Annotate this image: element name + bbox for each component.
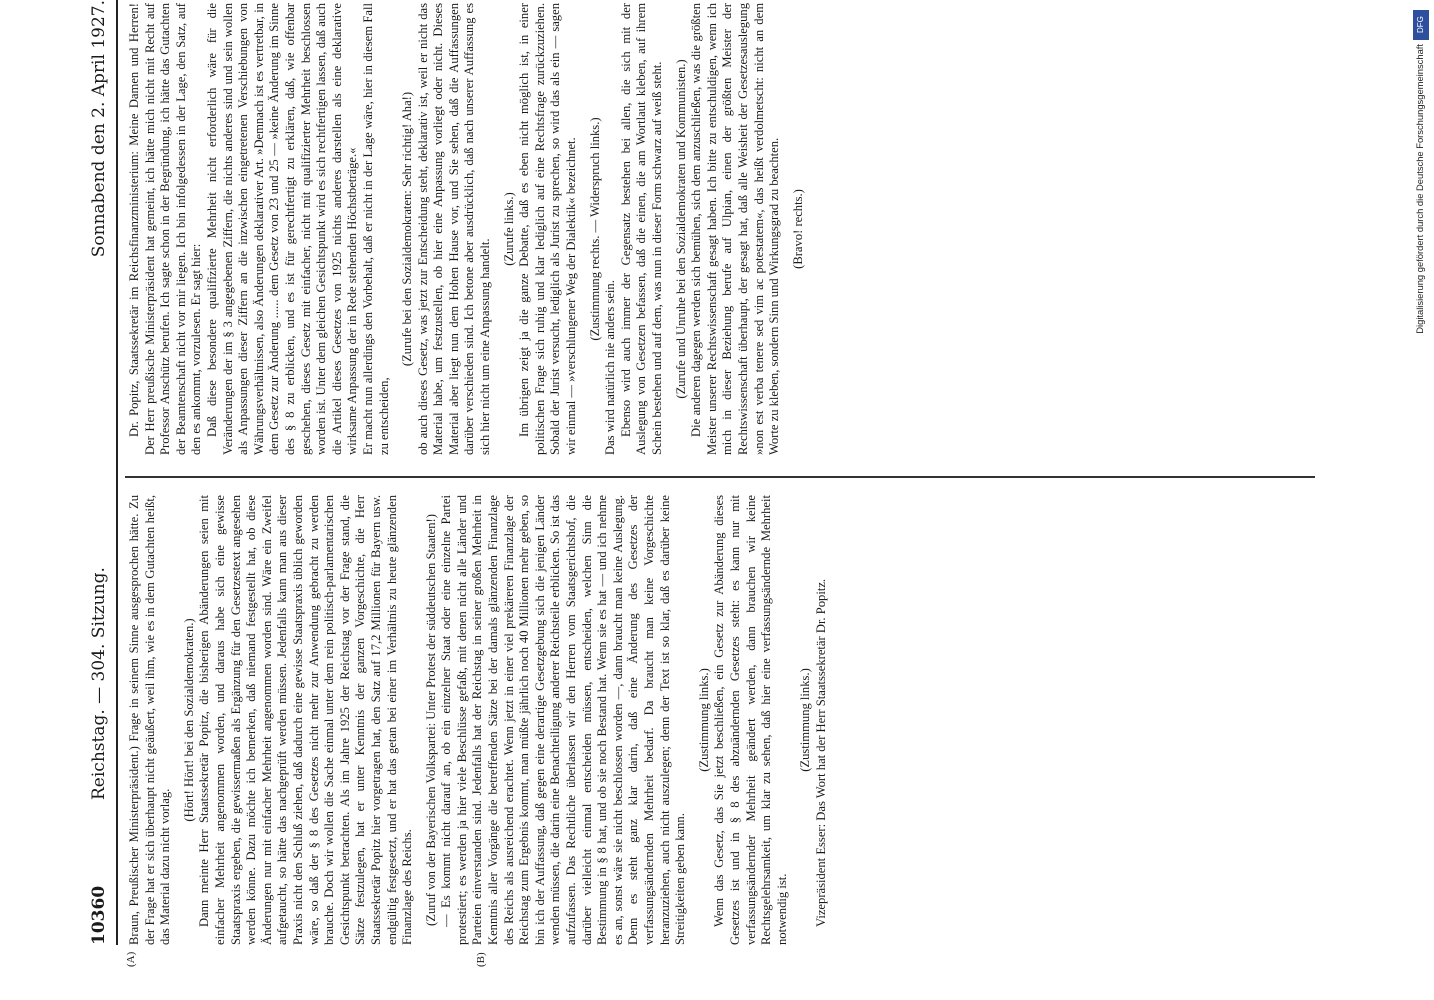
paragraph: Die anderen dagegen werden sich bemühen, sich dem anzuschließen, was die größten Meister unserer Rechtswissenschaft gesagt haben. Ich bitte zu entschuldigen, wenn ich mich in dieser Beziehung berufe auf Ulpian, einen der größten Meister der Rechtswissenschaft überhaupt, der gesagt hat, daß alle Weisheit der Gesetzesauslegung »non est verba tenere sed vim ac potestatem«, das heißt verdolmetscht: nicht an dem Worte zu kleben, sondern Sinn und Wirkungsgrad zu beachten. [689, 3, 782, 455]
paragraph: Im übrigen zeigt ja die ganze Debatte, daß es eben nicht möglich ist, in einer politischen Frage sich ruhig und klar lediglich auf eine Rechtsfrage zurückzuziehen. Sobald der Jurist versucht, lediglich als Jurist zu sprechen, so wird das als ein — sagen wir einmal — »verschlungener Weg der Dialektik« bezeichnet. [517, 3, 579, 455]
interjection: (Hört! Hört! bei den Sozialdemokraten.) [181, 618, 196, 822]
paragraph: Braun, Preußischer Ministerpräsident.) Frage in seinem Sinne ausgesprochen hätte. Zu der Frage hat er sich überhaupt nicht geäußert, weil ihm, wie es in dem Gutachten heißt, das Material dazu nicht vorlag. [127, 495, 173, 945]
page-number: 10360 [89, 885, 109, 945]
header-session: Reichstag. — 304. Sitzung. [89, 567, 109, 800]
paragraph: Dann meinte Herr Staatssekretär Popitz, die bisherigen Abänderungen seien mit einfacher Mehrheit angenommen worden, und daraus habe sich eine gewisse Staatspraxis ergeben, die gewissermaßen als Ergänzung für den Gesetzestext angesehen werden könne. Dazu möchte ich bemerken, daß niemand festgestellt hat, ob diese Änderungen nur mit einfacher Mehrheit angenommen worden sind. Wäre ein Zweifel aufgetaucht, so hätte das nachgeprüft werden müssen. Jedenfalls kann man aus dieser Praxis nicht den Schluß ziehen, daß dadurch eine gewisse Staatspraxis üblich geworden wäre, so daß der § 8 des Gesetzes nicht mehr zur Anwendung gebracht zu werden brauche. Doch wir wollen die Sache einmal unter dem rein politisch-parlamentarischen Gesichtspunkt betrachten. Als im Jahre 1925 der Reichstag vor der Frage stand, die Sätze festzulegen, hat er unter Kenntnis der ganzen Vorgeschichte, die Herr Staatssekretär Popitz hier vorgetragen hat, den Satz auf 17,2 Millionen für Bayern usw. endgültig festgesetzt, und er hat das getan bei einer im Verhältnis zu heute glänzenden Finanzlage des Reichs. [197, 495, 415, 945]
interjection: (Zurufe links.) [501, 192, 516, 266]
paragraph: — Es kommt nicht darauf an, ob ein einzelner Staat oder eine einzelne Partei protestiert; es werden ja hier viele Beschlüsse gefaßt, mit denen nicht alle Länder und Parteien einverstanden sind. Jedenfalls hat der Reichstag in seiner großen Mehrheit in Kenntnis aller Vorgänge die betreffenden Sätze bei der damals glänzenden Finanzlage des Reichs als ausreichend erachtet. Wenn jetzt in einer viel prekäreren Finanzlage der Reichstag zum Ergebnis kommt, man müßte jährlich noch 40 Millionen mehr geben, so bin ich der Auffassung, daß gegen eine derartige Gesetzgebung sich die jenigen Länder wenden müssen, die darin eine Benachteiligung anderer Reichsteile erblicken. So ist das aufzufassen. Das Rechtliche überlassen wir den Herren vom Staatsgerichtshof, die darüber vielleicht einmal entscheiden müssen, entscheiden, welchen Sinn die Bestimmung in § 8 hat, und ob sie noch Bestand hat. Wenn sie es hat — und ich nehme es an, sonst wäre sie nicht beschlossen worden —, dann braucht man keine Auslegung. Denn es steht ganz klar darin, daß eine Änderung des Gesetzes der verfassungsändernden Mehrheit bedarf. Da braucht man keine Vorgeschichte heranzuziehen, auch nicht auszulegen; denn der Text ist so klar, daß es darüber keine Streitigkeiten geben kann. [439, 495, 688, 945]
paragraph: Er macht nun allerdings den Vorbehalt, daß er nicht in der Lage wäre, hier in diesem Fall zu entscheiden, [360, 3, 391, 455]
interjection: (Zustimmung links.) [798, 668, 813, 772]
paragraph: Das wird natürlich nie anders sein. [603, 280, 618, 455]
paragraph: Wenn das Gesetz, das Sie jetzt beschließen, ein Gesetz zur Abänderung dieses Gesetzes ist und in § 8 des abzuändernden Gesetzes steht: es kann nur mit verfassungsändernder Mehrheit geändert werden, dann brauchen wir keine Rechtsgelehrsamkeit, um klar zu sehen, daß hier eine verfassungsändernde Mehrheit notwendig ist. [712, 495, 789, 945]
paragraph: Ebenso wird auch immer der Gegensatz bestehen bei allen, die sich mit der Auslegung von Gesetzen befassen, daß die einen, die am Wortlaut kleben, auf ihrem Schein bestehen und auf dem, was nun in dieser Form schwarz auf weiß steht. [618, 3, 664, 455]
paragraph: Daß diese besondere qualifizierte Mehrheit nicht erforderlich wäre für die Veränderungen der im § 3 angegebenen Ziffern, die nichts anderes sind und sein wollen als Anpassungen dieser Ziffern an die inzwischen eingetretenen Verschiebungen von Währungsverhältnissen, also Änderungen deklarativer Art. »Demnach ist es vertretbar, in dem Gesetz zur Änderung ...... dem Gesetz von 23 und 25 — »keine Änderung im Sinne des § 8 zu erblicken, und es ist für gerechtfertigt zu erklären, daß, wie offenbar geschehen, dieses Gesetz mit einfacher, nicht mit qualifizierter Mehrheit beschlossen worden ist. Unter dem gleichen Gesichtspunkt wird es sich rechtfertigen lassen, daß auch die Artikel dieses Gesetzes von 1925 nichts anderes darstellen als eine deklarative wirksame Anpassung der in Rede stehenden Höchstbeträge.« [204, 3, 360, 455]
margin-mark-b: (B) [475, 952, 487, 967]
paragraph: Vizepräsident Esser: Das Wort hat der Herr Staatssekretär Dr. Popitz. [813, 578, 828, 927]
column-divider [125, 477, 1315, 479]
funding-notice: Digitalisierung gefördert durch die Deutsche Forschungsgemeinschaft [1414, 44, 1425, 334]
interjection: (Zustimmung rechts. — Widerspruch links.) [587, 117, 602, 341]
running-header [85, 0, 113, 945]
header-rule [116, 0, 118, 945]
funding-stamp [1412, 8, 1430, 998]
margin-mark-a: (A) [125, 951, 137, 967]
interjection: (Bravo! rechts.) [790, 189, 805, 269]
interjection: (Zurufe und Unruhe bei den Sozialdemokraten und Kommunisten.) [673, 59, 688, 399]
paragraph: Dr. Popitz, Staatssekretär im Reichsfinanzministerium: Meine Damen und Herren! Der Herr preußische Ministerpräsident hat gemeint, ich hätte mich nicht mit Recht auf Professor Anschütz berufen. Ich sagte schon in der Begründung, ich hätte das Gutachten der Beamtenschaft nicht vor mir liegen. Ich bin infolgedessen in der Lage, den Satz, auf den es ankommt, vorzulesen. Er sagt hier: [127, 3, 204, 455]
header-date: Sonnabend den 2. April 1927. [89, 0, 109, 258]
rotated-document-page [85, 0, 1325, 967]
paragraph: ob auch dieses Gesetz, was jetzt zur Entscheidung steht, deklarativ ist, weil er nicht das Material habe, um festzustellen, ob hier eine Anpassung vorliegt oder nicht. Dieses Material aber liegt nun dem Hohen Hause vor, und Sie sehen, daß die Auffassungen darüber verschieden sind. Ich betone aber ausdrücklich, daß nach unserer Auffassung es sich hier nicht um eine Anpassung handelt. [415, 3, 493, 455]
interjection: (Zurufe bei den Sozialdemokraten: Sehr richtig! Aha!) [400, 91, 415, 367]
right-column [127, 3, 806, 455]
interjection: (Zuruf von der Bayerischen Volkspartei: Unter Protest der süddeutschen Staaten!) [423, 514, 438, 926]
left-column [127, 495, 830, 945]
dfg-logo: DFG [1413, 10, 1429, 40]
interjection: (Zustimmung links.) [696, 668, 711, 772]
